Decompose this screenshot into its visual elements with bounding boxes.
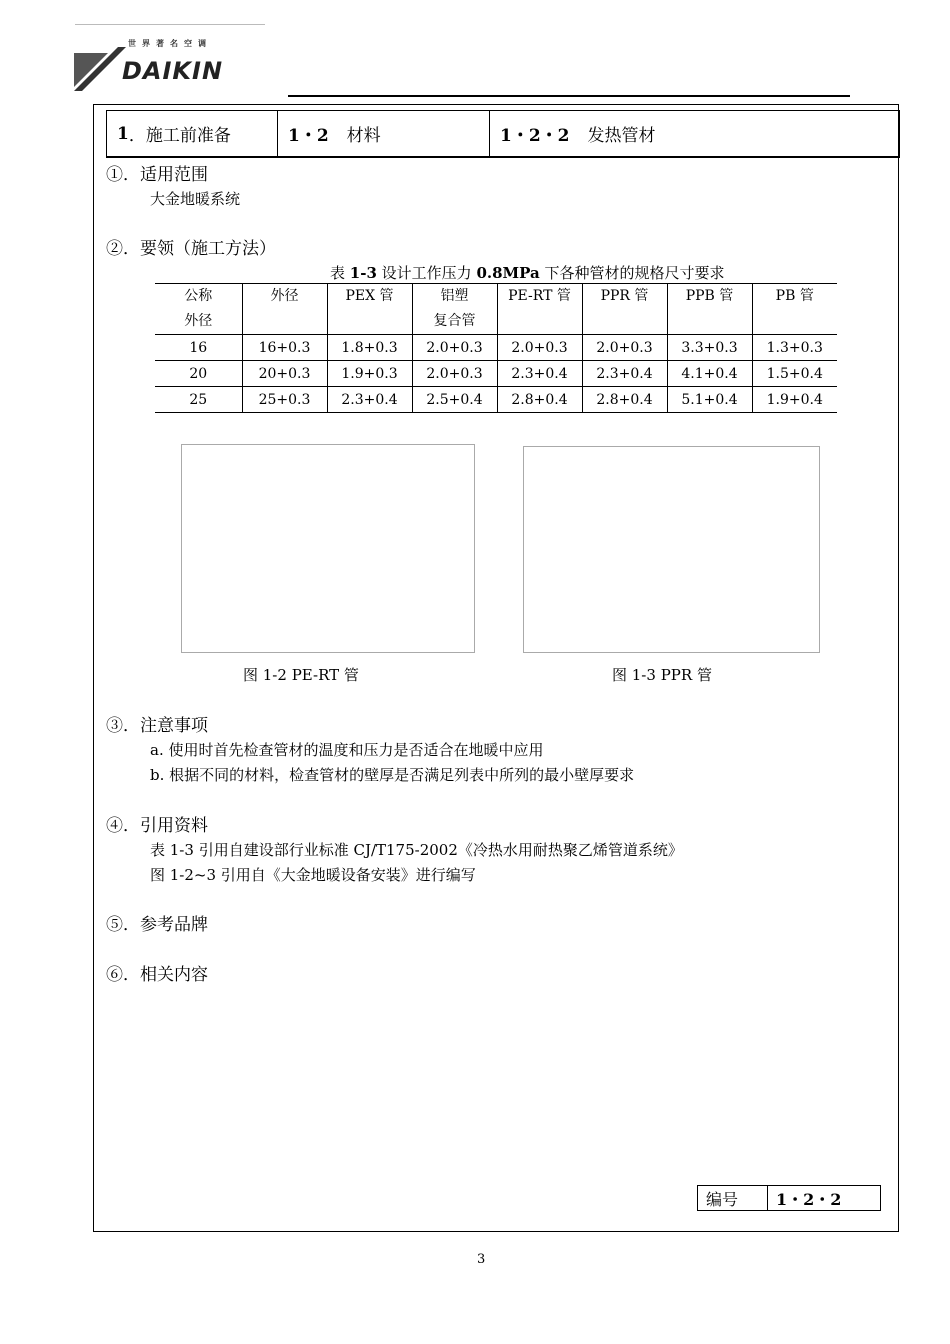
reference-line-1: 表 1-3 引用自建设部行业标准 CJ/T175-2002《冷热水用耐热聚乙烯管道系统》 bbox=[150, 841, 683, 859]
table-header-cell: PEX 管 bbox=[327, 284, 412, 335]
table-cell: 2.8+0.4 bbox=[582, 387, 667, 413]
header-cell1-number: 1 bbox=[117, 123, 129, 144]
table-cell: 3.3+0.3 bbox=[667, 335, 752, 361]
table-cell: 2.0+0.3 bbox=[412, 361, 497, 387]
table-header-cell: 外径 bbox=[242, 284, 327, 335]
header-cell3-number: 1・2・2 bbox=[500, 126, 570, 146]
header-cell2-text: 材料 bbox=[346, 126, 381, 146]
section-related-title: ⑥．相关内容 bbox=[106, 965, 208, 985]
table-cell: 16+0.3 bbox=[242, 335, 327, 361]
figure-pert-caption: 图 1-2 PE-RT 管 bbox=[243, 666, 359, 684]
table-row bbox=[155, 335, 837, 361]
caption-prefix: 表 bbox=[330, 264, 350, 282]
note-item-b: b. 根据不同的材料，检查管材的壁厚是否满足列表中所列的最小壁厚要求 bbox=[150, 766, 635, 784]
table-row bbox=[155, 361, 837, 387]
figure-pert-pipe-image bbox=[181, 444, 475, 653]
table-cell: 20 bbox=[189, 365, 208, 382]
header-cell3-text: 发热管材 bbox=[587, 126, 656, 146]
header-cell2-number: 1・2 bbox=[288, 126, 329, 146]
table-cell: 1.8+0.3 bbox=[327, 335, 412, 361]
brand-wordmark: DAIKIN bbox=[122, 57, 224, 85]
reference-line-2: 图 1-2~3 引用自《大金地暖设备安装》进行编写 bbox=[150, 866, 476, 884]
caption-pressure: 0.8MPa bbox=[476, 264, 540, 282]
section-brands-title: ⑤．参考品牌 bbox=[106, 915, 208, 935]
table-row bbox=[155, 387, 837, 413]
logo-top-rule bbox=[75, 24, 265, 25]
table-cell: 1.9+0.4 bbox=[752, 387, 837, 413]
table-cell: 25+0.3 bbox=[242, 387, 327, 413]
section-scope-title: ①．适用范围 bbox=[106, 165, 208, 185]
table-cell: 4.1+0.4 bbox=[667, 361, 752, 387]
table-cell: 2.8+0.4 bbox=[497, 387, 582, 413]
section-notes-title: ③．注意事项 bbox=[106, 716, 208, 736]
table-header-cell: PE-RT 管 bbox=[497, 284, 582, 335]
table-cell: 16 bbox=[189, 339, 208, 356]
section-references-title: ④．引用资料 bbox=[106, 816, 208, 836]
daikin-logo-icon bbox=[74, 47, 126, 91]
page-number: 3 bbox=[477, 1252, 486, 1267]
header-cell-category: 1 ． 施工前准备 bbox=[107, 111, 278, 156]
table-cell: 1.3+0.3 bbox=[752, 335, 837, 361]
section-method-title: ②．要领（施工方法） bbox=[106, 239, 276, 259]
table-cell: 20+0.3 bbox=[242, 361, 327, 387]
table-cell: 1.5+0.4 bbox=[752, 361, 837, 387]
figure-ppr-pipe-image bbox=[523, 446, 820, 653]
code-label: 编号 bbox=[698, 1186, 768, 1210]
table-cell: 2.0+0.3 bbox=[412, 335, 497, 361]
table-cell: 2.3+0.4 bbox=[582, 361, 667, 387]
header-cell1-text: 施工前准备 bbox=[145, 126, 231, 146]
table-cell: 2.3+0.4 bbox=[327, 387, 412, 413]
header-cell-subcategory bbox=[278, 111, 490, 156]
caption-number: 1-3 bbox=[349, 264, 377, 282]
table-cell: 2.5+0.4 bbox=[412, 387, 497, 413]
section-scope-text: 大金地暖系统 bbox=[150, 190, 241, 208]
table-cell: 2.0+0.3 bbox=[497, 335, 582, 361]
figure-ppr-caption: 图 1-3 PPR 管 bbox=[612, 666, 712, 684]
table-cell: 2.3+0.4 bbox=[497, 361, 582, 387]
document-code-box bbox=[697, 1185, 881, 1211]
table-cell: 25 bbox=[189, 391, 208, 408]
table-header-cell: 公称 外径 bbox=[184, 288, 213, 329]
table-header-cell: PPR 管 bbox=[582, 284, 667, 335]
table-cell: 2.0+0.3 bbox=[582, 335, 667, 361]
table-caption bbox=[330, 262, 725, 283]
pipe-spec-table bbox=[155, 283, 837, 413]
section-header bbox=[106, 110, 900, 158]
table-header-row bbox=[155, 284, 837, 335]
table-header-cell: PPB 管 bbox=[667, 284, 752, 335]
table-header-cell: PB 管 bbox=[752, 284, 837, 335]
table-header-cell: 铝塑 复合管 bbox=[412, 284, 497, 335]
header-cell-topic bbox=[490, 111, 898, 156]
brand-tagline: 世界著名空调 bbox=[128, 38, 212, 48]
code-value: 1・2・2 bbox=[776, 1189, 842, 1209]
caption-suffix: 下各种管材的规格尺寸要求 bbox=[539, 264, 725, 282]
table-cell: 5.1+0.4 bbox=[667, 387, 752, 413]
note-item-a: a. 使用时首先检查管材的温度和压力是否适合在地暖中应用 bbox=[150, 741, 544, 759]
header-rule bbox=[288, 95, 850, 97]
caption-mid: 设计工作压力 bbox=[376, 264, 477, 282]
table-cell: 1.9+0.3 bbox=[327, 361, 412, 387]
